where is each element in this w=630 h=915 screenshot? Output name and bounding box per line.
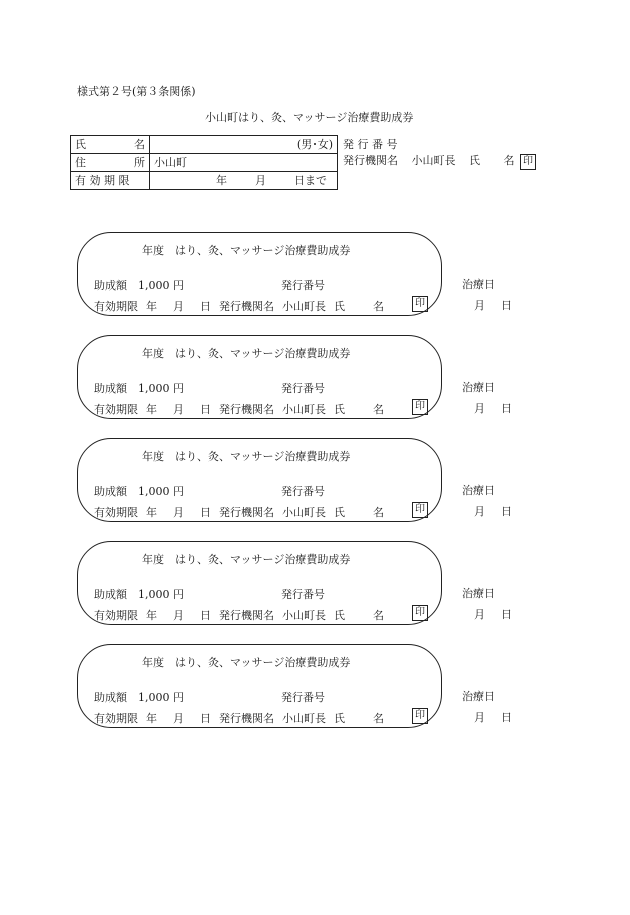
issuer-agency-label: 発行機関名 bbox=[343, 154, 398, 167]
address-row bbox=[71, 154, 338, 172]
address-label: 住 所 bbox=[71, 154, 150, 172]
coupon-seal-box: 印 bbox=[412, 296, 428, 312]
coupon-issue-number-label: 発行番号 bbox=[281, 382, 325, 395]
coupon-issue-number-label: 発行番号 bbox=[281, 485, 325, 498]
coupon-amount: 助成額 1,000 円 bbox=[94, 485, 184, 498]
coupon-card bbox=[77, 335, 442, 419]
validity-field[interactable]: 年 月 日まで bbox=[150, 172, 338, 190]
coupon-issue-number-label: 発行番号 bbox=[281, 588, 325, 601]
name-row bbox=[71, 136, 338, 154]
treatment-date-field[interactable]: 月 日 bbox=[474, 299, 512, 312]
treatment-date-field[interactable]: 月 日 bbox=[474, 711, 512, 724]
coupon-seal-box: 印 bbox=[412, 399, 428, 415]
document-title: 小山町はり、灸、マッサージ治療費助成券 bbox=[205, 111, 414, 124]
gender-field[interactable]: (男･女) bbox=[296, 138, 333, 151]
form-number-label: 様式第２号(第３条関係) bbox=[77, 85, 196, 98]
treatment-date-field[interactable]: 月 日 bbox=[474, 505, 512, 518]
treatment-date-label: 治療日 bbox=[462, 690, 495, 703]
coupon-card bbox=[77, 232, 442, 316]
applicant-info-table bbox=[70, 135, 338, 190]
coupon-card bbox=[77, 438, 442, 522]
treatment-date-label: 治療日 bbox=[462, 381, 495, 394]
coupon-seal-box: 印 bbox=[412, 502, 428, 518]
coupon-validity-row: 有効期限 年 月 日 発行機関名 小山町長 氏 名 bbox=[94, 712, 384, 725]
seal-box: 印 bbox=[520, 154, 536, 170]
issuer-line: 発行機関名 小山町長 氏 名 印 bbox=[343, 154, 536, 170]
coupon-issue-number-label: 発行番号 bbox=[281, 279, 325, 292]
issuer-agency-value: 小山町長 bbox=[411, 154, 456, 167]
coupon-amount: 助成額 1,000 円 bbox=[94, 382, 184, 395]
coupon-title: 年度 はり、灸、マッサージ治療費助成券 bbox=[142, 450, 351, 463]
coupon-amount: 助成額 1,000 円 bbox=[94, 279, 184, 292]
treatment-date-label: 治療日 bbox=[462, 587, 495, 600]
coupon-issue-number-label: 発行番号 bbox=[281, 691, 325, 704]
coupon-seal-box: 印 bbox=[412, 605, 428, 621]
address-field[interactable]: 小山町 bbox=[150, 154, 338, 172]
coupon-validity-row: 有効期限 年 月 日 発行機関名 小山町長 氏 名 bbox=[94, 506, 384, 519]
coupon-title: 年度 はり、灸、マッサージ治療費助成券 bbox=[142, 656, 351, 669]
name-field[interactable] bbox=[150, 136, 338, 154]
coupon-validity-row: 有効期限 年 月 日 発行機関名 小山町長 氏 名 bbox=[94, 609, 384, 622]
coupon-card bbox=[77, 541, 442, 625]
treatment-date-label: 治療日 bbox=[462, 278, 495, 291]
treatment-date-label: 治療日 bbox=[462, 484, 495, 497]
coupon-validity-row: 有効期限 年 月 日 発行機関名 小山町長 氏 名 bbox=[94, 300, 384, 313]
coupon-seal-box: 印 bbox=[412, 708, 428, 724]
issue-number-label: 発 行 番 号 bbox=[343, 138, 398, 151]
validity-row bbox=[71, 172, 338, 190]
coupon-validity-row: 有効期限 年 月 日 発行機関名 小山町長 氏 名 bbox=[94, 403, 384, 416]
treatment-date-field[interactable]: 月 日 bbox=[474, 608, 512, 621]
coupon-title: 年度 はり、灸、マッサージ治療費助成券 bbox=[142, 347, 351, 360]
validity-label: 有 効 期 限 bbox=[71, 172, 150, 190]
name-label: 氏 名 bbox=[71, 136, 150, 154]
coupon-card bbox=[77, 644, 442, 728]
coupon-amount: 助成額 1,000 円 bbox=[94, 691, 184, 704]
coupon-title: 年度 はり、灸、マッサージ治療費助成券 bbox=[142, 553, 351, 566]
coupon-amount: 助成額 1,000 円 bbox=[94, 588, 184, 601]
coupon-title: 年度 はり、灸、マッサージ治療費助成券 bbox=[142, 244, 351, 257]
treatment-date-field[interactable]: 月 日 bbox=[474, 402, 512, 415]
